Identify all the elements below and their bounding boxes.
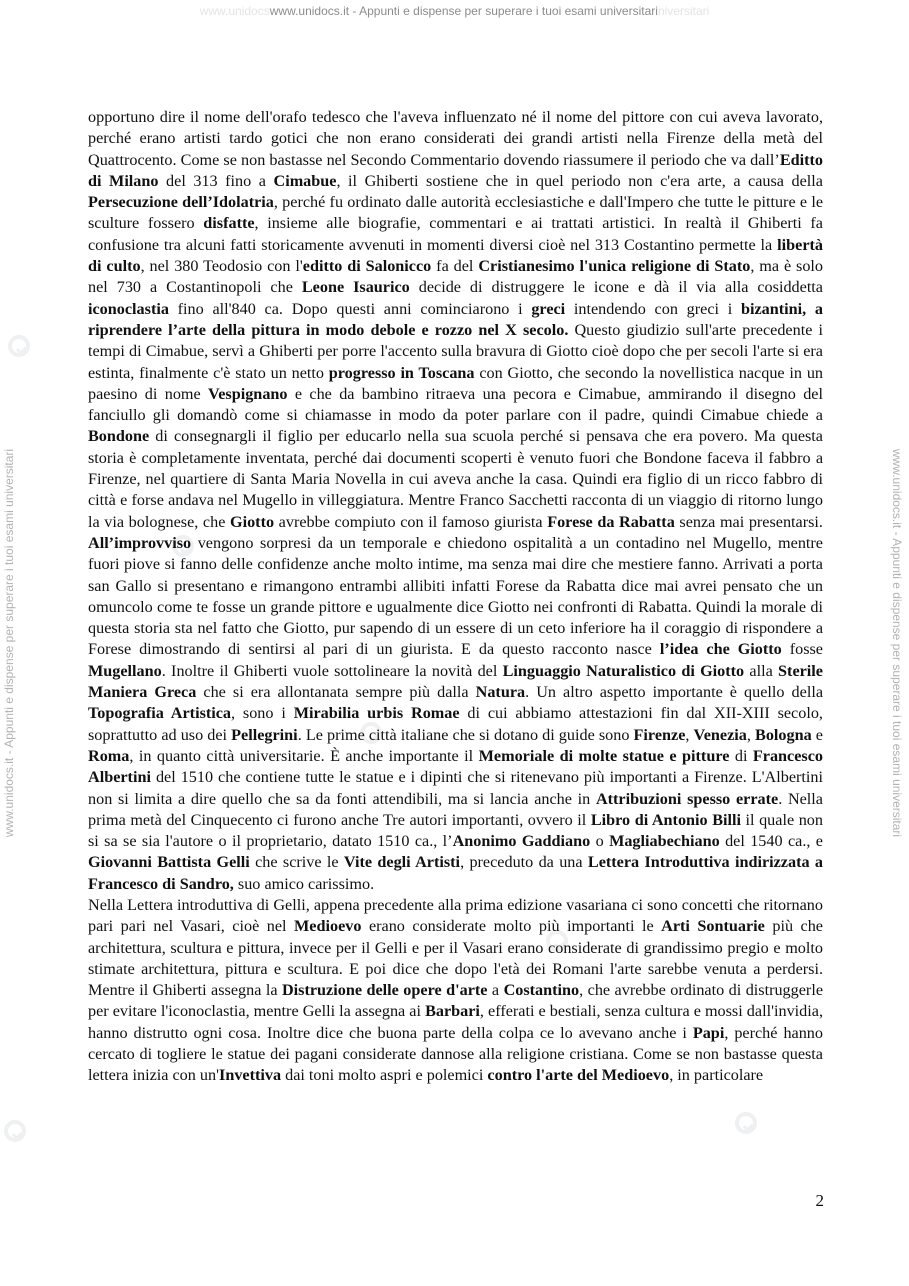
text-run: , efferati e bestiali, senza cultura e mossi dall'invidia, hanno distrutto ogni cosa. Inoltre dice che buona parte della colpa ce lo avevano anche i [88, 1002, 823, 1042]
watermark-banner-top [0, 1, 909, 21]
text-run: e [811, 725, 823, 744]
text-run: , perché hanno cercato di togliere le statue dei pagani considerate dannose alla religione cristiana. Come se non bastasse questa lettera inizia con un' [88, 1023, 823, 1085]
bold-text: Anonimo Gaddiano [452, 832, 591, 851]
text-run: a [487, 981, 504, 1000]
bold-text: contro l'arte del Medioevo [487, 1066, 670, 1085]
body-paragraph [88, 107, 823, 895]
bold-text: Pellegrini [231, 725, 298, 744]
bold-text: Vite degli Artisti [343, 853, 461, 872]
bold-text: Sterile Maniera Greca [88, 661, 823, 702]
bold-text: Vespignano [208, 384, 288, 403]
text-run: . Nella prima metà del Cinquecento ci furono anche Tre autori importanti, ovvero il [88, 789, 823, 829]
text-run: , insieme alle biografie, commentari e ai trattati artistici. In realtà il Ghiberti fa confusione tra alcuni fatti storicamente avvenuti in momenti diversi cioè nel 313 Costantino permette la [88, 214, 823, 254]
bold-text: Editto di Milano [88, 150, 823, 190]
page-number: 2 [815, 1191, 824, 1210]
bold-text: greci [531, 299, 566, 318]
bold-text: progresso in Toscana [328, 363, 475, 382]
bold-text: Barbari [425, 1002, 480, 1021]
bold-text: Memoriale di molte statue e pitture [478, 746, 730, 765]
banner-ghost-right: niversitari [657, 4, 710, 18]
bold-text: Giovanni Battista Gelli [88, 853, 250, 872]
bold-text: Papi [692, 1023, 725, 1042]
text-run: del 1540 ca., e [719, 832, 823, 851]
text-run: , [746, 725, 756, 744]
banner-text: www.unidocs.it - Appunti e dispense per superare i tuoi esami universitari [269, 4, 658, 18]
text-run: del 1510 che contiene tutte le statue e i dipinti che si ritenevano più importanti a Firenze. L'Albertini non si limita a dire quello che sa da fonti attendibili, ma si lancia anche in [88, 768, 823, 808]
text-run: decide di distruggere le icone e dà il via alla cosiddetta [409, 278, 823, 297]
body-paragraph [88, 895, 823, 1087]
text-run: , in particolare [669, 1066, 764, 1085]
bold-text: Venezia [693, 725, 747, 744]
side-text-left: www.unidocs.it - Appunti e dispense per superare i tuoi esami universitari [2, 448, 16, 838]
bold-text: Topografia Artistica [88, 704, 232, 723]
text-run: , in quanto città universitarie. È anche importante il [129, 746, 479, 765]
bold-text: Roma [88, 746, 130, 765]
text-run: . Un altro aspetto importante è quello della [525, 683, 824, 702]
text-run: suo amico carissimo. [233, 874, 375, 893]
bold-text: Cristianesimo l'unica religione di Stato [478, 257, 751, 276]
bold-text: editto di Salonicco [302, 257, 432, 276]
watermark-logo-icon [4, 1120, 26, 1142]
text-run: , preceduto da una [460, 853, 588, 872]
bold-text: Francesco Albertini [88, 746, 824, 787]
bold-text: Costantino [503, 981, 580, 1000]
watermark-logo-icon [8, 335, 30, 357]
watermark-logo-icon [735, 1112, 757, 1134]
bold-text: l’idea che Giotto [659, 640, 782, 659]
bold-text: Distruzione delle opere d'arte [281, 981, 488, 1000]
text-run: o [590, 832, 610, 851]
bold-text: All’improvviso [88, 533, 192, 552]
text-run: di [729, 746, 753, 765]
bold-text: Cimabue [273, 171, 337, 190]
bold-text: Lettera Introduttiva indirizzata a Francesco di Sandro, [88, 853, 824, 893]
text-run: senza mai presentarsi. [674, 512, 823, 531]
bold-text: iconoclastia [88, 299, 169, 318]
bold-text: disfatte [203, 214, 255, 233]
bold-text: Natura [475, 683, 526, 702]
text-run: opportuno dire il nome dell'orafo tedesco che l'aveva influenzato né il nome del pittore con cui aveva lavorato, perché erano artisti tardo gotici che non erano considerati dei grandi artisti nella Firenze della metà del Quattrocento. Come se non bastasse nel Secondo Commentario dovendo riassumere il periodo che va dall’ [88, 108, 823, 169]
bold-text: Forese da Rabatta [547, 512, 675, 531]
text-run: Questo giudizio sull'arte precedente i tempi di Cimabue, servì a Ghiberti per porre l'accento sulla bravura di Giotto cioè dopo che per secoli l'arte si era estinta, finalmente c'è stato un netto [88, 320, 823, 382]
text-run: , [685, 725, 694, 744]
text-run: fa del [431, 257, 479, 276]
text-run: che scrive le [249, 853, 344, 872]
text-run: vengono sorpresi da un temporale e chiedono ospitalità a un contadino nel Mugello, mentre fuori piove si fanno delle confidenze anche molto intime, ma senza mai dire che mestiere fanno. Arrivati a porta san Gallo si presentano e rimangono entrambi allibiti infatti Forese da Rabatta dice mai avrei pensato che un omuncolo come te fosse un grande pittore e ugualmente dice Giotto nei confronti di Rabatta. Quindi la morale di questa storia sta nel fatto che Giotto, pur sapendo di un essere di un ceto inferiore ha il coraggio di rispondere a Forese dimostrando di sentirsi al pari di un giurista. E da questo racconto nasce [88, 533, 823, 659]
text-run: di consegnargli il figlio per educarlo nella sua scuola perché si pensava che era povero. Ma questa storia è completamente inventata, perché dai documenti scoperti è venuto fuori che Bondone faceva il fabbro a Firenze, nel quartiere di Santa Maria Novella in cui aveva anche la casa. Quindi era figlio di un ricco fabbro di città e forse andava nel Mugello in villeggiatura. Mentre Franco Sacchetti racconta di un viaggio di ritorno lungo la via bolognese, che [88, 427, 823, 531]
bold-text: Medioevo [294, 917, 362, 936]
bold-text: Attribuzioni spesso errate [595, 789, 779, 808]
bold-text: Mugellano [88, 661, 162, 680]
document-body [88, 107, 823, 1087]
bold-text: , a riprendere l’arte della pittura in modo debole e rozzo nel X secolo. [88, 299, 824, 339]
text-run: alla [744, 661, 779, 680]
text-run: fosse [781, 640, 823, 659]
text-run: più che architettura, scultura e pittura, invece per il Gelli e per il Vasari erano considerate di grandissimo pregio e molto stimate architettura, pittura e scultura. E poi dice che dopo l'età dei Romani l'arte sarebbe venuta a perdersi. Mentre il Ghiberti assegna la [88, 917, 823, 1000]
bold-text: Linguaggio Naturalistico di Giotto [502, 661, 745, 680]
bold-text: Giotto [230, 512, 275, 531]
text-run: . Le prime città italiane che si dotano di guide sono [297, 725, 634, 744]
text-run: Nella Lettera introduttiva di Gelli, appena precedente alla prima edizione vasariana ci sono concetti che ritornano pari pari nel Vasari, cioè nel [88, 895, 823, 936]
bold-text: bizantini [740, 299, 803, 318]
text-run: che si era allontanata sempre più dalla [196, 683, 476, 702]
bold-text: libertà di culto [88, 235, 823, 276]
bold-text: Firenze [633, 725, 686, 744]
text-run: . Inoltre il Ghiberti vuole sottolineare la novità del [161, 661, 503, 680]
text-run: , sono i [231, 704, 294, 723]
text-run: , perché fu ordinato dalle autorità ecclesiastiche e dall'Impero che tutte le pitture e le sculture fossero [88, 193, 824, 233]
bold-text: Mirabilia urbis Romae [293, 704, 460, 723]
bold-text: Leone Isaurico [301, 278, 410, 297]
text-run: intendendo con greci i [565, 299, 741, 318]
bold-text: Arti Sontuarie [661, 917, 765, 936]
text-run: avrebbe compiuto con il famoso giurista [274, 512, 548, 531]
text-run: , il Ghiberti sostiene che in quel periodo non c'era arte, a causa della [336, 171, 823, 190]
text-run: , che avrebbe ordinato di distruggerle per evitare l'iconoclastia, mentre Gelli la assegna ai [88, 981, 824, 1021]
text-run: del 313 fino a [158, 171, 274, 190]
banner-ghost-left: www.unidocs [199, 4, 270, 18]
bold-text: Bondone [88, 427, 150, 446]
bold-text: Magliabechiano [609, 832, 720, 851]
text-run: erano considerate molto più importanti le [361, 917, 662, 936]
bold-text: Persecuzione dell’Idolatria [88, 193, 274, 212]
text-run: il quale non si sa se sia l'autore o il proprietario, datato 1510 ca., l’ [88, 810, 823, 851]
bold-text: Invettiva [219, 1066, 282, 1085]
text-run: fino all'840 ca. Dopo questi anni cominciarono i [168, 299, 532, 318]
bold-text: Bologna [755, 725, 812, 744]
text-run: con Giotto, che secondo la novellistica nacque in un paesino di nome [88, 363, 824, 403]
text-run: , nel 380 Teodosio con l' [140, 257, 303, 276]
text-run: e che da bambino ritraeva una pecora e Cimabue, ammirando il disegno del fanciullo gli domandò come si chiamasse in modo da poter parlare con il padre, quindi Cimabue chiede a [88, 384, 823, 425]
text-run: , ma è solo nel 730 a Costantinopoli che [88, 257, 824, 297]
side-text-right: www.unidocs.it - Appunti e dispense per superare i tuoi esami universitari [890, 448, 904, 838]
text-run: di cui abbiamo attestazioni fin dal XII-XIII secolo, soprattutto ad uso dei [88, 704, 823, 744]
bold-text: Libro di Antonio Billi [590, 810, 741, 829]
text-run: dai toni molto aspri e polemici [281, 1066, 488, 1085]
